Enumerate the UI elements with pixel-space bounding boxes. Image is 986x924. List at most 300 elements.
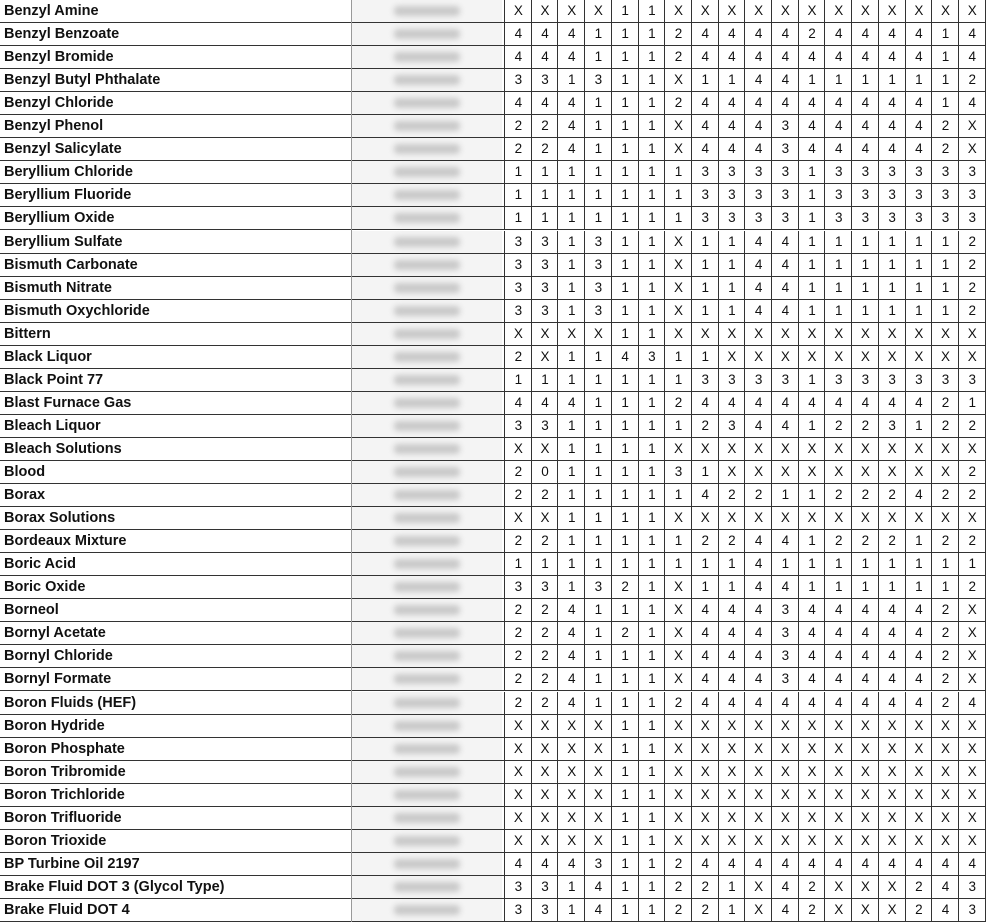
rating-cell: 1 [638,161,666,183]
chemical-name: Boric Oxide [4,579,86,596]
rating-cell: X [504,507,532,529]
redacted-cas-number [352,622,502,645]
rating-cell: X [878,738,906,760]
rating-cell: 4 [557,23,585,45]
rating-cell: 1 [638,277,666,299]
rating-cell: 2 [504,138,532,160]
rating-cell: X [931,461,959,483]
rating-cell: 4 [771,899,799,921]
rating-cell: 1 [611,692,639,714]
rating-cell: X [744,738,772,760]
redacted-cas-number [352,138,502,161]
rating-cell: X [824,761,852,783]
rating-cell: 4 [744,622,772,644]
redacted-cas-number [352,553,502,576]
rating-cell: 1 [557,184,585,206]
rating-cell: 1 [584,507,612,529]
rating-cell: 1 [638,645,666,667]
rating-cell: 2 [958,415,986,437]
rating-cell: 1 [638,138,666,160]
rating-cell: 1 [531,161,559,183]
rating-cell: 1 [664,184,692,206]
table-row [0,530,986,553]
rating-cell: X [958,507,986,529]
rating-cell: X [664,761,692,783]
rating-cell: X [718,807,746,829]
rating-cell: 4 [557,115,585,137]
rating-cell: 2 [504,622,532,644]
rating-cell: 1 [958,392,986,414]
rating-cell: 4 [824,645,852,667]
rating-cell: 4 [851,599,879,621]
rating-cell: 1 [584,622,612,644]
rating-cell: X [664,715,692,737]
rating-cell: 3 [771,184,799,206]
rating-cell: 3 [771,161,799,183]
rating-cell: 4 [798,692,826,714]
chemical-name: Benzyl Amine [4,3,99,19]
rating-cell: X [824,830,852,852]
chemical-name: Boron Trioxide [4,832,107,849]
rating-cell: 2 [718,484,746,506]
rating-cell: 1 [824,576,852,598]
rating-cell: 4 [771,530,799,552]
rating-cell: 1 [557,207,585,229]
rating-cell: X [958,761,986,783]
rating-cell: X [691,0,719,22]
rating-cell: 1 [611,461,639,483]
rating-cell: 1 [798,484,826,506]
rating-cell: 4 [744,23,772,45]
rating-cell: 4 [744,553,772,575]
rating-cell: 4 [744,300,772,322]
rating-cell: 4 [931,853,959,875]
rating-cell: X [798,507,826,529]
rating-cell: 4 [851,692,879,714]
rating-cell: 1 [638,254,666,276]
rating-cell: 4 [504,46,532,68]
rating-cell: 1 [611,369,639,391]
rating-cell: 3 [584,277,612,299]
rating-cell: 1 [718,231,746,253]
redacted-cas-number [352,115,502,138]
rating-cell: 4 [958,23,986,45]
rating-cell: 4 [798,392,826,414]
rating-cell: X [744,715,772,737]
rating-cell: X [584,807,612,829]
rating-cell: 1 [851,231,879,253]
rating-cell: 1 [504,369,532,391]
rating-cell: 3 [905,207,933,229]
rating-cell: 1 [638,92,666,114]
rating-cell: X [771,438,799,460]
rating-cell: 4 [691,645,719,667]
blurred-text [394,674,460,684]
rating-cell: X [718,346,746,368]
rating-cell: 1 [584,23,612,45]
rating-cell: 1 [611,69,639,91]
rating-cell: X [958,807,986,829]
rating-cell: 4 [744,576,772,598]
rating-cell: 1 [584,599,612,621]
rating-cell: 1 [851,553,879,575]
redacted-cas-number [352,254,502,277]
rating-cell: 1 [718,899,746,921]
rating-cell: X [557,738,585,760]
rating-cell: X [744,0,772,22]
rating-cell: 1 [718,277,746,299]
rating-cell: X [878,507,906,529]
rating-cell: 2 [531,115,559,137]
rating-cell: 3 [878,184,906,206]
rating-cell: 1 [557,553,585,575]
rating-cell: 4 [824,92,852,114]
rating-cell: 4 [851,115,879,137]
rating-cell: 4 [878,392,906,414]
rating-cell: 4 [611,346,639,368]
chemical-name: Boron Hydride [4,717,105,734]
rating-cell: 1 [611,876,639,898]
rating-cell: X [664,507,692,529]
rating-cell: 4 [798,92,826,114]
rating-cell: X [958,830,986,852]
rating-cell: 1 [878,576,906,598]
rating-cell: 3 [718,415,746,437]
rating-cell: 1 [611,645,639,667]
rating-cell: X [798,346,826,368]
rating-cell: X [958,784,986,806]
rating-cell: 1 [824,254,852,276]
rating-cell: 1 [638,807,666,829]
rating-cell: 1 [611,553,639,575]
rating-cell: 1 [931,277,959,299]
blurred-text [394,582,460,592]
rating-cell: 4 [958,853,986,875]
rating-cell: 1 [638,0,666,22]
rating-cell: X [771,761,799,783]
rating-cell: 1 [824,300,852,322]
rating-cell: 3 [584,576,612,598]
rating-cell: 1 [905,576,933,598]
table-row [0,277,986,300]
rating-cell: 1 [557,507,585,529]
rating-cell: 4 [905,92,933,114]
rating-cell: X [664,69,692,91]
rating-cell: X [531,346,559,368]
rating-cell: 4 [557,92,585,114]
rating-cell: 2 [798,876,826,898]
rating-cell: X [718,0,746,22]
rating-cell: 4 [531,92,559,114]
rating-cell: 1 [691,69,719,91]
rating-cell: 3 [531,300,559,322]
rating-cell: 1 [638,692,666,714]
rating-cell: 4 [557,668,585,690]
rating-cell: X [504,323,532,345]
rating-cell: 1 [611,830,639,852]
rating-cell: 3 [958,899,986,921]
rating-cell: 2 [664,853,692,875]
rating-cell: 1 [584,438,612,460]
rating-cell: 4 [744,415,772,437]
rating-cell: 3 [691,161,719,183]
rating-cell: 2 [504,115,532,137]
rating-cell: 1 [905,277,933,299]
chemical-name: Benzyl Salicylate [4,141,122,158]
rating-cell: 4 [718,392,746,414]
rating-cell: 2 [664,876,692,898]
rating-cell: X [931,346,959,368]
rating-cell: X [744,807,772,829]
redacted-cas-number [352,484,502,507]
blurred-text [394,628,460,638]
rating-cell: 4 [878,23,906,45]
rating-cell: 3 [771,645,799,667]
rating-cell: 1 [557,231,585,253]
rating-cell: 4 [931,876,959,898]
rating-cell: 4 [744,115,772,137]
rating-cell: 4 [798,668,826,690]
rating-cell: 2 [504,530,532,552]
rating-cell: 3 [824,161,852,183]
rating-cell: X [718,438,746,460]
rating-cell: 4 [905,46,933,68]
rating-cell: 4 [798,853,826,875]
blurred-text [394,352,460,362]
table-row [0,254,986,277]
rating-cell: X [664,323,692,345]
rating-cell: X [958,438,986,460]
redacted-cas-number [352,392,502,415]
rating-cell: X [504,784,532,806]
rating-cell: 3 [531,69,559,91]
rating-cell: 4 [504,853,532,875]
rating-cell: 2 [958,576,986,598]
blurred-text [394,375,460,385]
rating-cell: 3 [504,899,532,921]
rating-cell: 3 [905,369,933,391]
blurred-text [394,190,460,200]
redacted-cas-number [352,784,502,807]
chemical-name: Boron Tribromide [4,763,126,780]
rating-cell: 1 [718,300,746,322]
rating-cell: 4 [744,277,772,299]
rating-cell: 1 [691,346,719,368]
rating-cell: 2 [531,484,559,506]
chemical-name: Benzyl Benzoate [4,26,120,43]
rating-cell: 4 [905,484,933,506]
rating-cell: 3 [771,115,799,137]
rating-cell: X [584,830,612,852]
rating-cell: 4 [878,692,906,714]
rating-cell: 1 [611,161,639,183]
rating-cell: 1 [691,300,719,322]
rating-cell: X [771,0,799,22]
rating-cell: 1 [504,184,532,206]
blurred-text [394,651,460,661]
rating-cell: 4 [851,853,879,875]
rating-cell: 1 [638,392,666,414]
rating-cell: X [878,899,906,921]
rating-cell: 1 [638,853,666,875]
rating-cell: 4 [878,115,906,137]
rating-cell: X [664,115,692,137]
rating-cell: 4 [771,853,799,875]
rating-cell: X [664,138,692,160]
rating-cell: X [931,830,959,852]
rating-cell: X [851,346,879,368]
rating-cell: 4 [824,46,852,68]
rating-cell: 2 [611,576,639,598]
rating-cell: 4 [878,622,906,644]
rating-cell: 4 [905,668,933,690]
rating-cell: X [744,346,772,368]
rating-cell: X [851,830,879,852]
chemical-name: Beryllium Chloride [4,164,133,181]
rating-cell: X [798,738,826,760]
rating-cell: 4 [905,853,933,875]
rating-cell: 1 [638,438,666,460]
rating-cell: X [878,346,906,368]
rating-cell: 2 [851,530,879,552]
table-row [0,576,986,599]
rating-cell: 2 [931,115,959,137]
rating-cell: 1 [638,46,666,68]
rating-cell: 1 [905,553,933,575]
rating-cell: 3 [531,254,559,276]
blurred-text [394,237,460,247]
rating-cell: 3 [531,576,559,598]
rating-cell: 2 [931,415,959,437]
rating-cell: 4 [531,46,559,68]
table-row [0,161,986,184]
rating-cell: X [504,0,532,22]
rating-cell: 1 [584,46,612,68]
rating-cell: 2 [931,138,959,160]
rating-cell: 1 [691,254,719,276]
rating-cell: X [744,461,772,483]
rating-cell: 4 [905,115,933,137]
rating-cell: 1 [611,761,639,783]
rating-cell: 1 [798,300,826,322]
blurred-text [394,283,460,293]
rating-cell: 4 [771,231,799,253]
rating-cell: 3 [531,231,559,253]
rating-cell: 4 [824,599,852,621]
rating-cell: 1 [611,115,639,137]
table-row [0,599,986,622]
rating-cell: 4 [824,853,852,875]
redacted-cas-number [352,184,502,207]
rating-cell: X [718,738,746,760]
rating-cell: X [905,346,933,368]
rating-cell: 1 [798,184,826,206]
chemical-name: Bornyl Formate [4,671,112,688]
rating-cell: 4 [905,23,933,45]
rating-cell: 4 [824,392,852,414]
rating-cell: X [931,0,959,22]
rating-cell: 3 [958,161,986,183]
rating-cell: 2 [664,692,692,714]
rating-cell: 1 [878,277,906,299]
rating-cell: 2 [958,461,986,483]
rating-cell: X [878,323,906,345]
rating-cell: X [878,0,906,22]
rating-cell: 4 [691,668,719,690]
rating-cell: 4 [744,692,772,714]
blurred-text [394,513,460,523]
rating-cell: 2 [504,645,532,667]
rating-cell: 3 [958,207,986,229]
rating-cell: X [878,784,906,806]
rating-cell: X [584,761,612,783]
rating-cell: 3 [504,300,532,322]
redacted-cas-number [352,161,502,184]
rating-cell: X [905,761,933,783]
rating-cell: 4 [744,668,772,690]
rating-cell: 4 [691,392,719,414]
rating-cell: 3 [771,668,799,690]
rating-cell: 4 [958,46,986,68]
rating-cell: 1 [531,207,559,229]
rating-cell: 4 [557,392,585,414]
rating-cell: X [664,0,692,22]
redacted-cas-number [352,23,502,46]
rating-cell: 4 [744,645,772,667]
table-row [0,69,986,92]
row-divider [0,921,986,922]
rating-cell: 1 [851,254,879,276]
rating-cell: 2 [664,23,692,45]
rating-cell: X [878,461,906,483]
table-row [0,738,986,761]
table-row [0,115,986,138]
rating-cell: X [531,784,559,806]
rating-cell: 3 [851,207,879,229]
rating-cell: X [504,738,532,760]
rating-cell: 1 [531,184,559,206]
rating-cell: X [958,346,986,368]
rating-cell: X [798,807,826,829]
chemical-name: Bornyl Chloride [4,648,113,665]
rating-cell: 1 [851,277,879,299]
rating-cell: X [958,323,986,345]
chemical-name: Boron Phosphate [4,740,125,757]
rating-cell: 1 [611,184,639,206]
blurred-text [394,98,460,108]
rating-cell: 1 [638,761,666,783]
rating-cell: 1 [557,161,585,183]
rating-cell: 1 [611,392,639,414]
chemical-name: Benzyl Chloride [4,95,114,112]
rating-cell: 4 [691,599,719,621]
rating-cell: X [905,738,933,760]
blurred-text [394,75,460,85]
rating-cell: 2 [958,484,986,506]
rating-cell: 4 [878,138,906,160]
chemical-name: BP Turbine Oil 2197 [4,855,140,872]
rating-cell: X [851,0,879,22]
rating-cell: X [851,438,879,460]
rating-cell: 1 [557,899,585,921]
rating-cell: 1 [584,461,612,483]
rating-cell: 4 [771,69,799,91]
rating-cell: 3 [744,184,772,206]
chemical-name: Beryllium Fluoride [4,187,132,204]
rating-cell: 1 [771,553,799,575]
rating-cell: 1 [557,461,585,483]
rating-cell: 4 [824,622,852,644]
